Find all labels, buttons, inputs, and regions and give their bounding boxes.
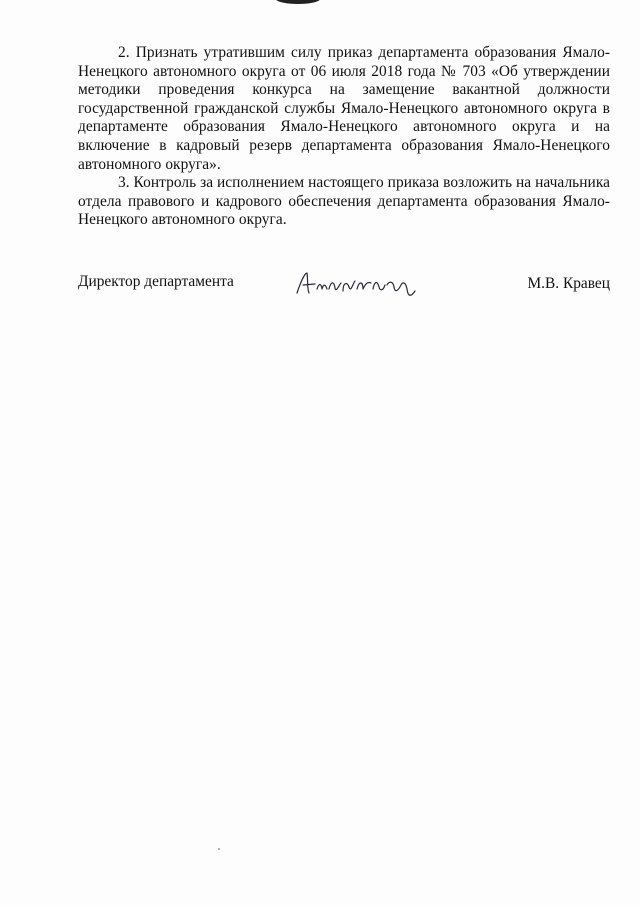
scan-artifact-mark	[276, 0, 320, 4]
signature-block	[78, 273, 610, 313]
document-body	[78, 44, 610, 230]
handwritten-signature	[291, 267, 421, 301]
paragraph-item-2: 2. Признать утратившим силу приказ департамента образования Ямало-Ненецкого автономного округа от 06 июля 2018 года № 703 «Об утверждении методики проведения конкурса на замещение вакантной должности государственной гражданской службы Ямало-Ненецкого автономного округа в департаменте образования Ямало-Ненецкого автономного округа и на включение в кадровый резерв департамента образования Ямало-Ненецкого автономного округа».	[78, 44, 610, 173]
paragraph-item-3: 3. Контроль за исполнением настоящего приказа возложить на начальника отдела правового и кадрового обеспечения департамента образования Ямало-Ненецкого автономного округа.	[78, 174, 610, 229]
scan-dust-dot	[218, 848, 220, 850]
signatory-name: М.В. Кравец	[527, 275, 610, 292]
signatory-position: Директор департамента	[78, 273, 234, 290]
